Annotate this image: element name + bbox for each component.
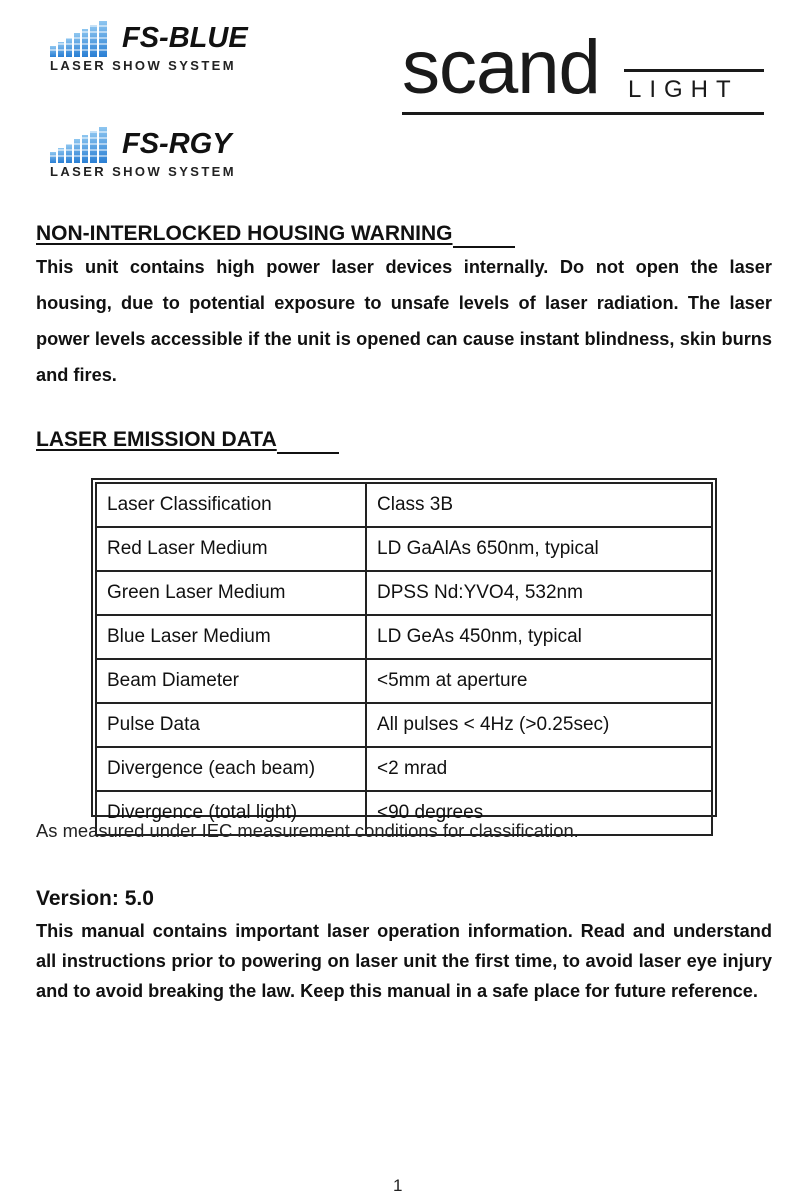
warning-body: This unit contains high power laser devices internally. Do not open the laser housing, due to potential exposure to unsafe levels of laser radiation. The laser power levels accessible if the unit is opened can cause instant blindness, skin burns and fires. bbox=[36, 257, 772, 385]
emission-table bbox=[91, 478, 717, 823]
table-row bbox=[96, 703, 712, 747]
fs-blue-logo bbox=[48, 20, 288, 80]
fs-rgy-logo bbox=[48, 126, 288, 186]
fs-blue-name: FS-BLUE bbox=[122, 22, 248, 54]
value-cell: LD GeAs 450nm, typical bbox=[366, 615, 712, 659]
emission-heading bbox=[36, 428, 339, 454]
emission-heading-text: LASER EMISSION DATA bbox=[36, 428, 277, 451]
brand-topline bbox=[624, 69, 764, 72]
fs-blue-subtitle: LASER SHOW SYSTEM bbox=[50, 58, 236, 73]
laser-bars-icon bbox=[48, 126, 120, 164]
warning-heading bbox=[36, 222, 515, 248]
laser-bars-icon bbox=[48, 20, 120, 58]
parameter-cell: Pulse Data bbox=[96, 703, 366, 747]
table-row bbox=[96, 527, 712, 571]
fs-rgy-name: FS-RGY bbox=[122, 128, 232, 160]
brand-main-text: scand bbox=[402, 25, 600, 110]
warning-heading-text: NON-INTERLOCKED HOUSING WARNING bbox=[36, 222, 453, 245]
page-number: 1 bbox=[393, 1176, 403, 1195]
parameter-cell: Divergence (total light) bbox=[96, 791, 366, 835]
parameter-cell: Blue Laser Medium bbox=[96, 615, 366, 659]
parameter-cell: Divergence (each beam) bbox=[96, 747, 366, 791]
table-row bbox=[96, 659, 712, 703]
heading-rule bbox=[277, 428, 339, 454]
value-cell: LD GaAlAs 650nm, typical bbox=[366, 527, 712, 571]
table-row bbox=[96, 615, 712, 659]
value-cell: <5mm at aperture bbox=[366, 659, 712, 703]
brand-light-text: LIGHT bbox=[628, 76, 739, 103]
fs-rgy-subtitle: LASER SHOW SYSTEM bbox=[50, 164, 236, 179]
value-cell: All pulses < 4Hz (>0.25sec) bbox=[366, 703, 712, 747]
scandlight-logo bbox=[402, 25, 770, 120]
table-row bbox=[96, 747, 712, 791]
table-row bbox=[96, 483, 712, 527]
brand-underline bbox=[402, 112, 764, 115]
parameter-cell: Laser Classification bbox=[96, 483, 366, 527]
value-cell: Class 3B bbox=[366, 483, 712, 527]
heading-rule bbox=[453, 222, 515, 248]
table-row bbox=[96, 571, 712, 615]
measurement-note: As measured under IEC measurement conditions for classification. bbox=[36, 820, 579, 841]
value-cell: <2 mrad bbox=[366, 747, 712, 791]
version-body: This manual contains important laser operation information. Read and understand all instructions prior to powering on laser unit the first time, to avoid laser eye injury and to avoid breaking the law. Keep this manual in a safe place for future reference. bbox=[36, 921, 772, 1001]
parameter-cell: Beam Diameter bbox=[96, 659, 366, 703]
version-label: Version: 5.0 bbox=[36, 887, 154, 910]
parameter-cell: Red Laser Medium bbox=[96, 527, 366, 571]
parameter-cell: Green Laser Medium bbox=[96, 571, 366, 615]
value-cell: <90 degrees bbox=[366, 791, 712, 835]
value-cell: DPSS Nd:YVO4, 532nm bbox=[366, 571, 712, 615]
